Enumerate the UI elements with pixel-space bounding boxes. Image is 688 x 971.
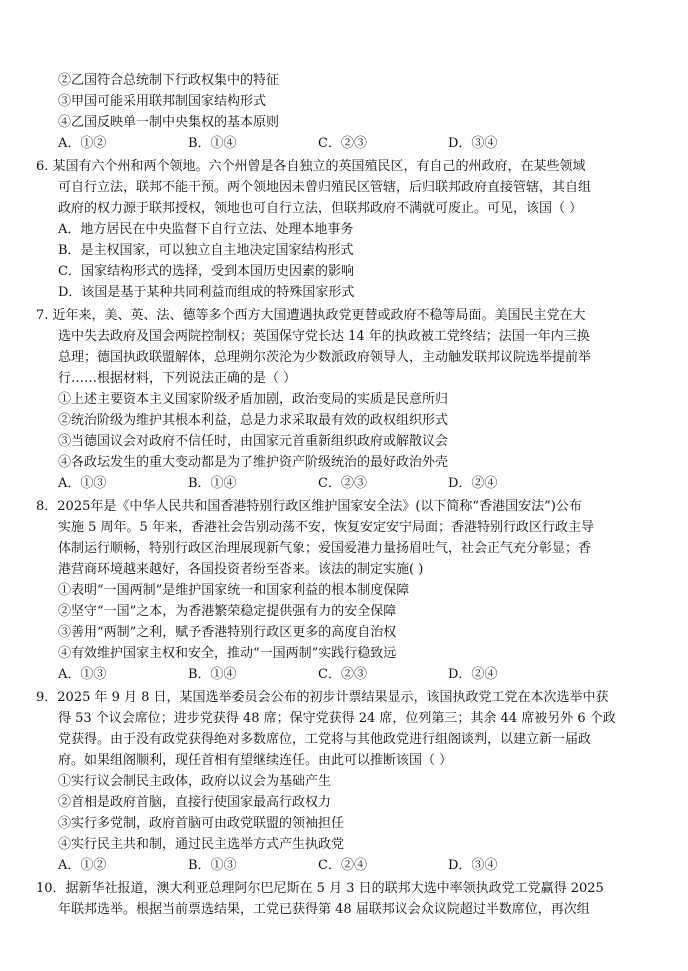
choice-a: A．①③ [58,476,107,491]
option-line: ②首相是政府首脑，直接行使国家最高行政权力 [58,795,332,810]
choices-row-q7 [0,473,688,495]
option-line: ④实行民主共和制，通过民主选举方式产生执政党 [58,837,345,852]
choices-row-q5 [0,133,688,155]
question-6-stem: 6. 某国有六个州和两个领地。六个州曾是各自独立的英国殖民区，有自己的州政府，在某些领域 [36,159,586,174]
option-line: ④乙国反映单一制中央集权的基本原则 [58,115,280,130]
option-a: A．地方居民在中央监督下自行立法、处理本地事务 [58,222,354,237]
option-line: ③甲国可能采用联邦制国家结构形式 [58,94,267,109]
choice-a: A．①② [58,136,107,151]
choices-row-q8 [0,664,688,686]
option-line: ②统治阶级为维护其根本利益，总是力求采取最有效的政权组织形式 [58,413,449,428]
question-8-stem: 实施 5 周年。5 年来，香港社会告别动荡不安，恢复安定安宁局面；香港特别行政区行政主导 [58,520,594,535]
option-line: ③实行多党制，政府首脑可由政党联盟的领袖担任 [58,816,345,831]
question-6-stem: 政府的权力源于联邦授权，领地也可自行立法，但联邦政府不满就可废止。可见，该国（ ） [58,201,583,216]
option-b: B．是主权国家，可以独立自主地决定国家结构形式 [58,243,354,258]
question-6-stem: 可自行立法，联邦不能干预。两个领地因未曾归殖民区管辖，后归联邦政府直接管辖，其自组 [58,180,592,195]
choice-b: B．①④ [188,136,237,151]
question-7-stem: 行……根据材料，下列说法正确的是（ ） [58,371,297,386]
option-line: ①实行议会制民主政体，政府以议会为基础产生 [58,774,332,789]
choice-c: C．②③ [318,136,367,151]
question-9-stem: 得 53 个议会席位；进步党获得 48 席；保守党获得 24 席，位列第三；其余 44 席被另外 6 个政 [58,711,616,726]
choice-a: A．①② [58,858,107,873]
option-line: ②乙国符合总统制下行政权集中的特征 [58,73,280,88]
question-8-stem: 体制运行顺畅，特别行政区治理展现新气象；爱国爱港力量扬眉吐气，社会正气充分彰显；香 [58,541,592,556]
question-8-stem: 8．2025年是《中华人民共和国香港特别行政区维护国家安全法》(以下简称“香港国安法”)公布 [36,499,582,514]
question-9-stem: 党获得。由于没有政党获得绝对多数席位，工党将与其他政党进行组阁谈判，以建立新一届政 [58,732,592,747]
choice-d: D．②④ [448,667,498,682]
choice-d: D．③④ [448,858,498,873]
option-line: ①表明“一国两制”是维护国家统一和国家利益的根本制度保障 [58,583,410,598]
question-10-stem: 10．据新华社报道，澳大利亚总理阿尔巴尼斯在 5 月 3 日的联邦大选中率领执政党工党赢得 2025 [36,881,604,896]
choice-c: C．②③ [318,476,367,491]
choice-a: A．①③ [58,667,107,682]
question-10-stem: 年联邦选举。根据当前票选结果，工党已获得第 48 届联邦议会众议院超过半数席位，再次组 [58,902,590,917]
question-7-stem: 总理；德国执政联盟解体，总理朔尔茨沦为少数派政府领导人，主动触发联邦议院选举提前举 [58,350,592,365]
question-9-stem: 府。如果组阁顺利，现任首相有望继续连任。由此可以推断该国（ ） [58,753,453,768]
question-9-stem: 9．2025 年 9 月 8 日，某国选举委员会公布的初步计票结果显示，该国执政党工党在本次选举中获 [36,690,609,705]
choice-b: B．①④ [188,476,237,491]
option-line: ④有效维护国家主权和安全，推动“一国两制”实践行稳致远 [58,646,397,661]
choices-row-q9 [0,855,688,877]
choice-d: D．③④ [448,136,498,151]
choice-b: B．①③ [188,858,237,873]
option-line: ④各政坛发生的重大变动都是为了维护资产阶级统治的最好政治外壳 [58,455,449,470]
question-8-stem: 港营商环境越来越好，各国投资者纷至沓来。该法的制定实施( ) [58,562,424,577]
option-line: ③当德国议会对政府不信任时，由国家元首重新组织政府或解散议会 [58,434,449,449]
choice-b: B．①④ [188,667,237,682]
option-d: D．该国是基于某种共同利益而组成的特殊国家形式 [58,285,355,300]
choice-d: D．②④ [448,476,498,491]
question-7-stem: 7. 近年来，美、英、法、德等多个西方大国遭遇执政党更替或政府不稳等局面。美国民主党在大 [36,308,586,323]
choice-c: C．②④ [318,858,367,873]
choice-c: C．②③ [318,667,367,682]
option-line: ①上述主要资本主义国家阶级矛盾加剧，政治变局的实质是民意所归 [58,392,449,407]
question-7-stem: 选中失去政府及国会两院控制权；英国保守党长达 14 年的执政被工党终结；法国一年内三换 [58,329,590,344]
option-line: ③善用“两制”之利，赋予香港特别行政区更多的高度自治权 [58,625,397,640]
option-c: C．国家结构形式的选择，受到本国历史因素的影响 [58,264,354,279]
option-line: ②坚守“一国”之本，为香港繁荣稳定提供强有力的安全保障 [58,604,397,619]
